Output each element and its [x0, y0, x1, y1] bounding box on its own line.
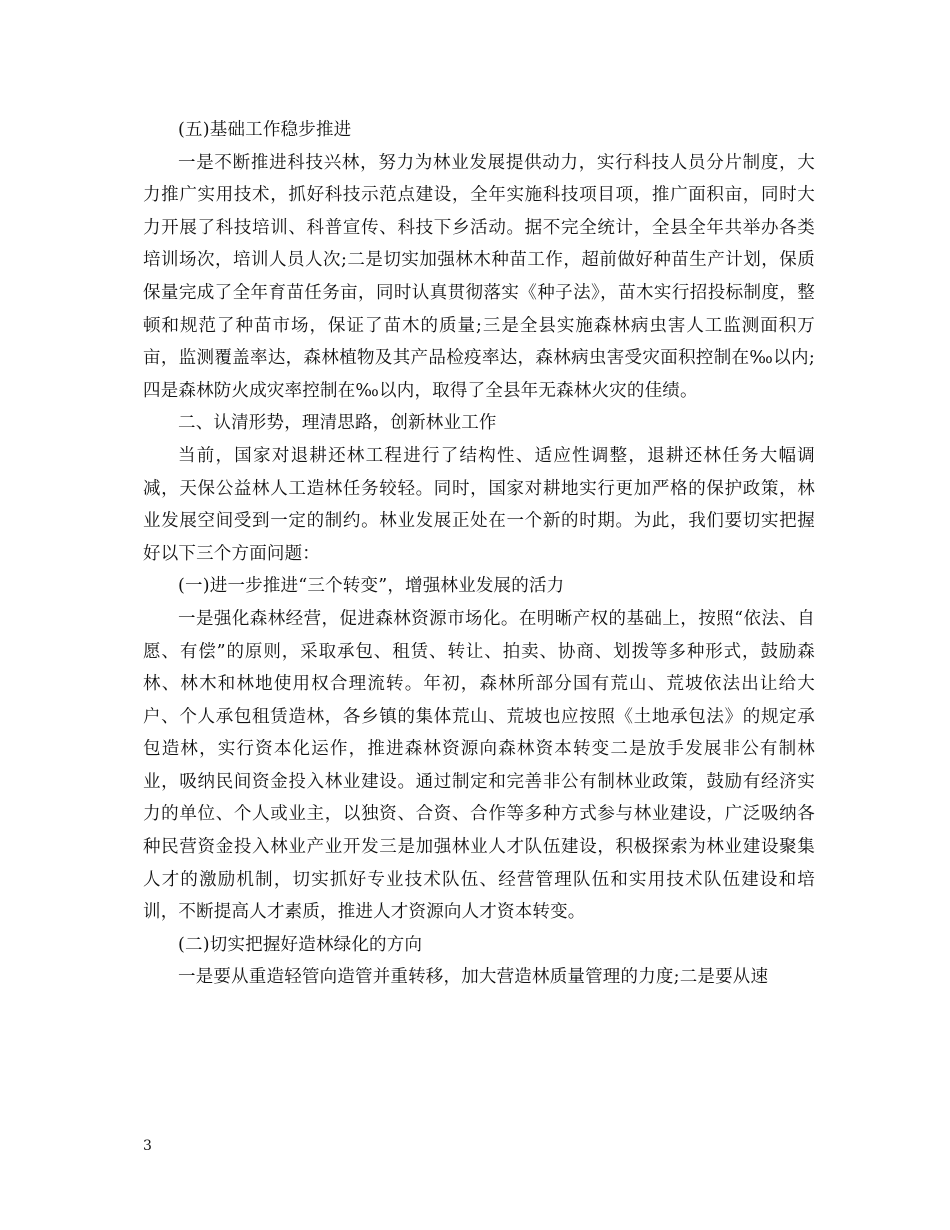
body-paragraph: 一是要从重造轻管向造管并重转移，加大营造林质量管理的力度;二是要从速: [178, 967, 769, 988]
section-heading-5: (五)基础工作稳步推进: [178, 120, 352, 140]
body-paragraph: 当前，国家对退耕还林工程进行了结构性、适应性调整，退耕还林任务大幅调减，天保公益林人工造林任务较轻。同时，国家对耕地实行更加严格的保护政策，林业发展空间受到一定的制约。林业发展正处在一个新的时期。为此，我们要切实把握好以下三个方面问题：: [143, 445, 815, 564]
chapter-heading-2: 二、认清形势，理清思路，创新林业工作: [178, 413, 497, 434]
page-number: 3: [143, 1138, 152, 1154]
section-heading-1: (一)进一步推进“三个转变”，增强林业发展的活力: [178, 576, 565, 597]
body-paragraph: 一是不断推进科技兴林，努力为林业发展提供动力，实行科技人员分片制度，大力推广实用技术，抓好科技示范点建设，全年实施科技项目项，推广面积亩，同时大力开展了科技培训、科普宣传、科技下乡活动。据不完全统计，全县全年共举办各类培训场次，培训人员人次;二是切实加强林木种苗工作，超前做好种苗生产计划，保质保量完成了全年育苗任务亩，同时认真贯彻落实《种子法》，苗木实行招投标制度，整顿和规范了种苗市场，保证了苗木的质量;三是全县实施森林病虫害人工监测面积万亩，监测覆盖率达，森林植物及其产品检疫率达，森林病虫害受灾面积控制在‰以内;四是森林防火成灾率控制在‰以内，取得了全县年无森林火灾的佳绩。: [143, 152, 815, 401]
body-paragraph: 一是强化森林经营，促进森林资源市场化。在明晰产权的基础上，按照“依法、自愿、有偿”的原则，采取承包、租赁、转让、拍卖、协商、划拨等多种形式，鼓励森林、林木和林地使用权合理流转。年初，森林所部分国有荒山、荒坡依法出让给大户、个人承包租赁造林，各乡镇的集体荒山、荒坡也应按照《土地承包法》的规定承包造林，实行资本化运作，推进森林资源向森林资本转变二是放手发展非公有制林业，吸纳民间资金投入林业建设。通过制定和完善非公有制林业政策，鼓励有经济实力的单位、个人或业主，以独资、合资、合作等多种方式参与林业建设，广泛吸纳各种民营资金投入林业产业开发三是加强林业人才队伍建设，积极探索为林业建设聚集人才的激励机制，切实抓好专业技术队伍、经营管理队伍和实用技术队伍建设和培训，不断提高人才素质，推进人才资源向人才资本转变。: [143, 608, 815, 923]
section-heading-2: (二)切实把握好造林绿化的方向: [178, 934, 423, 955]
document-body: [143, 114, 815, 994]
